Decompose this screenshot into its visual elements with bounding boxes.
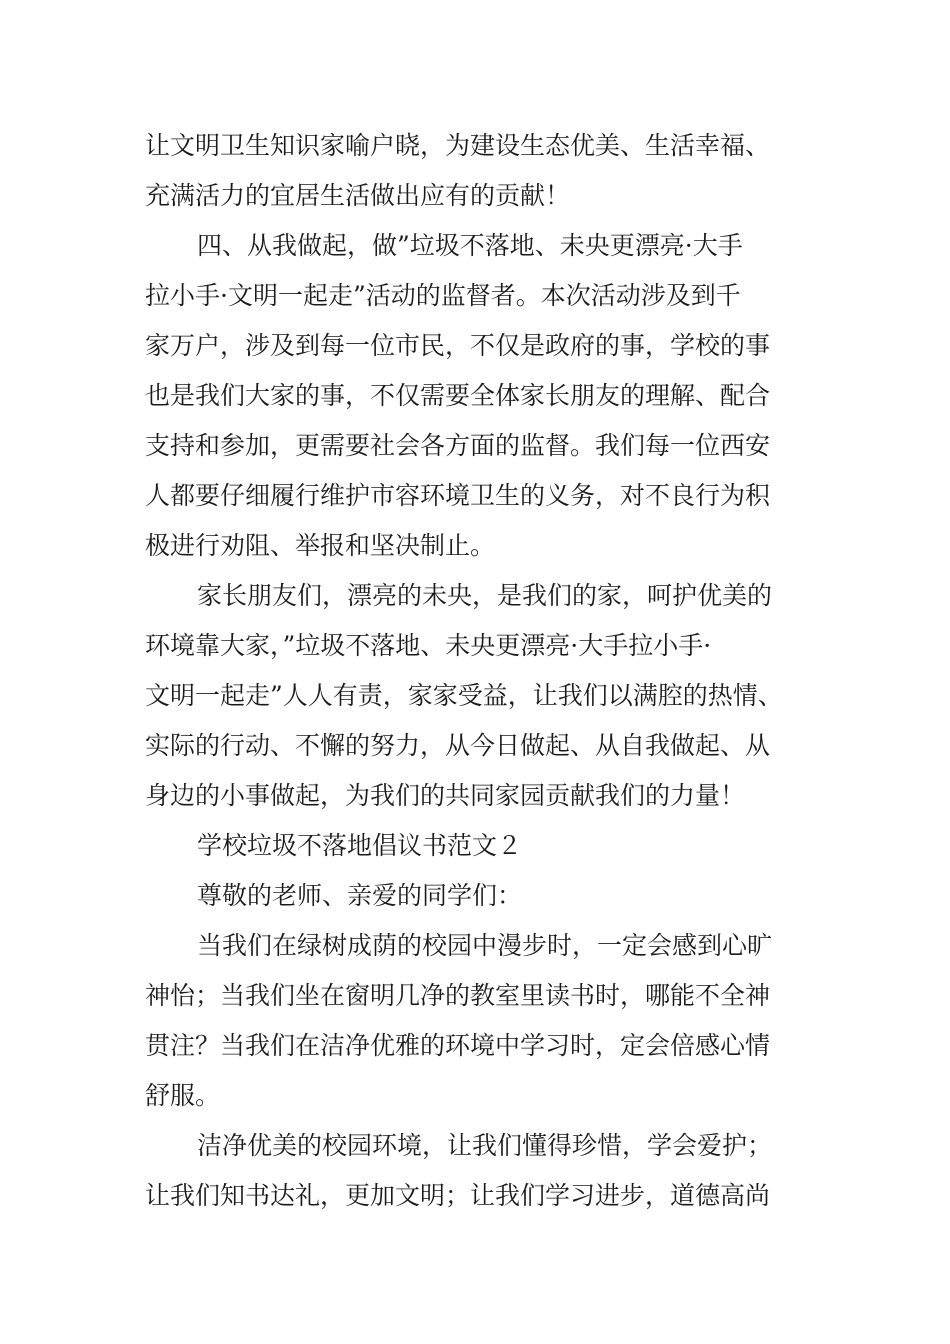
text-line: 实际的行动、不懈的努力，从今日做起、从自我做起、从 [145,731,771,760]
text-line: 让我们知书达礼，更加文明；让我们学习进步，道德高尚 [145,1181,771,1210]
text-line: 身边的小事做起，为我们的共同家园贡献我们的力量！ [145,781,746,810]
text-line: 舒服。 [145,1081,221,1110]
paragraph-start-line: 当我们在绿树成荫的校园中漫步时，一定会感到心旷 [197,931,773,960]
text-line: 文明一起走”人人有责，家家受益，让我们以满腔的热情、 [145,681,783,710]
text-line: 极进行劝阻、举报和坚决制止。 [145,531,496,560]
section-heading: 学校垃圾不落地倡议书范文２ [197,831,523,860]
text-line: 充满活力的宜居生活做出应有的贡献！ [145,181,571,210]
paragraph-start-line: 洁净优美的校园环境，让我们懂得珍惜，学会爱护； [197,1131,773,1160]
text-line: 拉小手·文明一起走”活动的监督者。本次活动涉及到千 [145,281,741,310]
salutation: 尊敬的老师、亲爱的同学们： [197,881,523,910]
text-line: 也是我们大家的事，不仅需要全体家长朋友的理解、配合 [145,381,771,410]
text-line: 贯注？当我们在洁净优雅的环境中学习时，定会倍感心情 [145,1031,771,1060]
text-line: 让文明卫生知识家喻户晓，为建设生态优美、生活幸福、 [145,131,771,160]
text-line: 人都要仔细履行维护市容环境卫生的义务，对不良行为积 [145,481,771,510]
document-body [145,121,845,1221]
text-line: 支持和参加，更需要社会各方面的监督。我们每一位西安 [145,431,771,460]
text-line: 家万户，涉及到每一位市民，不仅是政府的事，学校的事 [145,331,771,360]
paragraph-start-line: 四、从我做起，做”垃圾不落地、未央更漂亮·大手 [197,231,743,260]
text-line: 环境靠大家，”垃圾不落地、未央更漂亮·大手拉小手· [145,631,712,660]
paragraph-start-line: 家长朋友们，漂亮的未央，是我们的家，呵护优美的 [197,581,773,610]
text-line: 神怡；当我们坐在窗明几净的教室里读书时，哪能不全神 [145,981,771,1010]
